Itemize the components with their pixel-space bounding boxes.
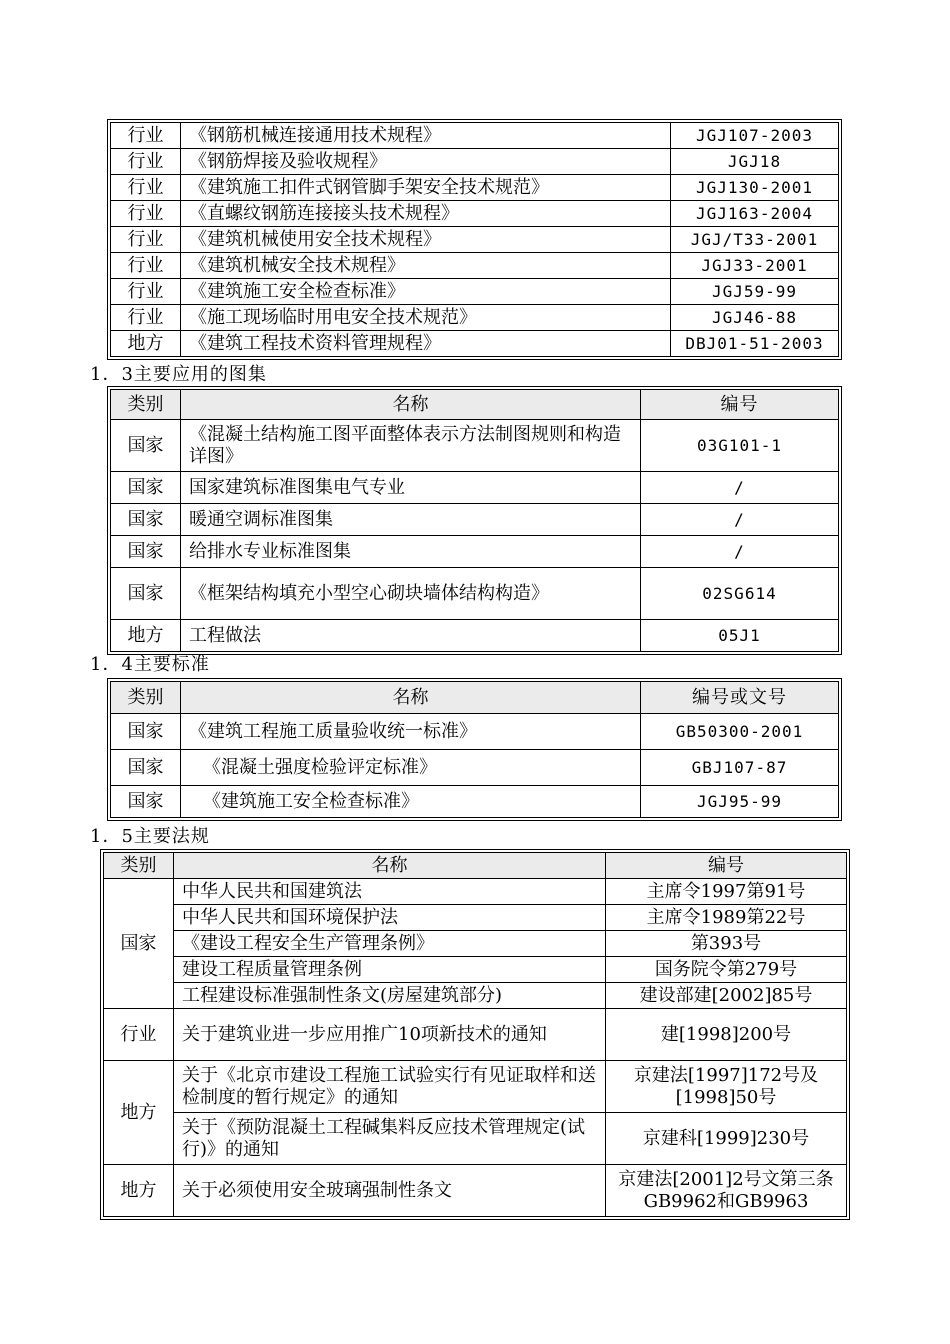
table-row	[111, 472, 839, 504]
name-cell: 关于建筑业进一步应用推广10项新技术的通知	[174, 1009, 606, 1061]
name-cell: 给排水专业标准图集	[181, 536, 641, 568]
code-cell: JGJ18	[671, 149, 839, 175]
section-heading-1-5: 1．5主要法规	[90, 826, 210, 847]
code-cell: JGJ33-2001	[671, 253, 839, 279]
table-row	[111, 786, 839, 818]
category-cell: 地方	[104, 1061, 174, 1165]
table-row	[104, 1009, 847, 1061]
table-row	[111, 305, 839, 331]
category-cell: 地方	[104, 1165, 174, 1217]
table-row	[111, 279, 839, 305]
name-cell: 《建筑工程技术资料管理规程》	[181, 331, 671, 357]
name-cell: 《建筑机械安全技术规程》	[181, 253, 671, 279]
name-cell: 《建设工程安全生产管理条例》	[174, 931, 606, 957]
name-header: 名称	[181, 390, 641, 420]
name-cell: 《建筑工程施工质量验收统一标准》	[181, 714, 641, 750]
table-row	[111, 714, 839, 750]
category-header: 类别	[104, 853, 174, 879]
table-header-row	[104, 853, 847, 879]
table-row	[111, 620, 839, 652]
code-cell: /	[641, 472, 839, 504]
category-header: 类别	[111, 682, 181, 714]
category-cell: 国家	[104, 879, 174, 1009]
code-cell: 02SG614	[641, 568, 839, 620]
category-cell: 行业	[111, 227, 181, 253]
table-row	[111, 568, 839, 620]
category-cell: 行业	[111, 123, 181, 149]
table-row	[104, 879, 847, 905]
code-cell: JGJ59-99	[671, 279, 839, 305]
code-cell: 京建法[2001]2号文第三条GB9962和GB9963	[606, 1165, 847, 1217]
table-row	[104, 1061, 847, 1113]
name-cell: 中华人民共和国环境保护法	[174, 905, 606, 931]
category-cell: 地方	[111, 331, 181, 357]
name-cell: 工程做法	[181, 620, 641, 652]
category-cell: 行业	[111, 279, 181, 305]
name-cell: 《直螺纹钢筋连接接头技术规程》	[181, 201, 671, 227]
code-cell: 第393号	[606, 931, 847, 957]
code-cell: /	[641, 504, 839, 536]
name-cell: 《混凝土结构施工图平面整体表示方法制图规则和构造详图》	[181, 420, 641, 472]
code-cell: 京建法[1997]172号及[1998]50号	[606, 1061, 847, 1113]
code-cell: JGJ95-99	[641, 786, 839, 818]
standards-table	[110, 681, 839, 818]
code-cell: 主席令1997第91号	[606, 879, 847, 905]
code-cell: 建[1998]200号	[606, 1009, 847, 1061]
table-row	[111, 750, 839, 786]
category-cell: 国家	[111, 568, 181, 620]
category-cell: 国家	[111, 504, 181, 536]
name-cell: 《建筑施工安全检查标准》	[181, 786, 641, 818]
category-cell: 行业	[111, 149, 181, 175]
category-cell: 地方	[111, 620, 181, 652]
code-cell: 03G101-1	[641, 420, 839, 472]
table-row	[111, 536, 839, 568]
name-cell: 《施工现场临时用电安全技术规范》	[181, 305, 671, 331]
code-cell: JGJ107-2003	[671, 123, 839, 149]
name-cell: 建设工程质量管理条例	[174, 957, 606, 983]
regulations-table	[103, 852, 847, 1217]
table-row	[111, 149, 839, 175]
code-cell: JGJ163-2004	[671, 201, 839, 227]
category-cell: 国家	[111, 714, 181, 750]
code-cell: 建设部建[2002]85号	[606, 983, 847, 1009]
code-cell: DBJ01-51-2003	[671, 331, 839, 357]
name-cell: 《框架结构填充小型空心砌块墙体结构构造》	[181, 568, 641, 620]
name-cell: 《建筑施工安全检查标准》	[181, 279, 671, 305]
industry-standards-table	[110, 122, 839, 357]
table-header-row	[111, 390, 839, 420]
table-row	[111, 331, 839, 357]
code-header: 编号或文号	[641, 682, 839, 714]
table-row	[111, 201, 839, 227]
name-cell: 工程建设标准强制性条文(房屋建筑部分)	[174, 983, 606, 1009]
code-cell: GBJ107-87	[641, 750, 839, 786]
atlas-table	[110, 389, 839, 652]
table-row	[111, 253, 839, 279]
name-cell: 《混凝土强度检验评定标准》	[181, 750, 641, 786]
code-cell: JGJ46-88	[671, 305, 839, 331]
code-cell: JGJ/T33-2001	[671, 227, 839, 253]
name-cell: 国家建筑标准图集电气专业	[181, 472, 641, 504]
code-cell: 05J1	[641, 620, 839, 652]
category-cell: 行业	[111, 253, 181, 279]
category-cell: 行业	[111, 201, 181, 227]
table-row	[111, 504, 839, 536]
table-row	[111, 123, 839, 149]
code-cell: 主席令1989第22号	[606, 905, 847, 931]
code-header: 编号	[641, 390, 839, 420]
table-row	[104, 1165, 847, 1217]
table-row	[111, 175, 839, 201]
table-header-row	[111, 682, 839, 714]
category-cell: 行业	[111, 175, 181, 201]
table-row	[104, 1113, 847, 1165]
name-cell: 暖通空调标准图集	[181, 504, 641, 536]
table-row	[104, 931, 847, 957]
name-cell: 《钢筋机械连接通用技术规程》	[181, 123, 671, 149]
category-cell: 行业	[104, 1009, 174, 1061]
code-header: 编号	[606, 853, 847, 879]
name-cell: 《建筑施工扣件式钢管脚手架安全技术规范》	[181, 175, 671, 201]
code-cell: /	[641, 536, 839, 568]
section-heading-1-3: 1．3主要应用的图集	[90, 364, 267, 385]
name-header: 名称	[181, 682, 641, 714]
category-cell: 国家	[111, 750, 181, 786]
category-cell: 国家	[111, 472, 181, 504]
code-cell: 国务院令第279号	[606, 957, 847, 983]
table-row	[104, 957, 847, 983]
name-cell: 《钢筋焊接及验收规程》	[181, 149, 671, 175]
code-cell: GB50300-2001	[641, 714, 839, 750]
category-header: 类别	[111, 390, 181, 420]
code-cell: JGJ130-2001	[671, 175, 839, 201]
section-heading-1-4: 1．4主要标准	[90, 654, 210, 675]
category-cell: 国家	[111, 536, 181, 568]
category-cell: 国家	[111, 786, 181, 818]
name-cell: 关于必须使用安全玻璃强制性条文	[174, 1165, 606, 1217]
name-cell: 关于《北京市建设工程施工试验实行有见证取样和送检制度的暂行规定》的通知	[174, 1061, 606, 1113]
name-cell: 《建筑机械使用安全技术规程》	[181, 227, 671, 253]
name-cell: 关于《预防混凝土工程碱集料反应技术管理规定(试行)》的通知	[174, 1113, 606, 1165]
name-header: 名称	[174, 853, 606, 879]
table-row	[111, 420, 839, 472]
table-row	[104, 905, 847, 931]
category-cell: 行业	[111, 305, 181, 331]
table-row	[111, 227, 839, 253]
category-cell: 国家	[111, 420, 181, 472]
code-cell: 京建科[1999]230号	[606, 1113, 847, 1165]
name-cell: 中华人民共和国建筑法	[174, 879, 606, 905]
table-row	[104, 983, 847, 1009]
